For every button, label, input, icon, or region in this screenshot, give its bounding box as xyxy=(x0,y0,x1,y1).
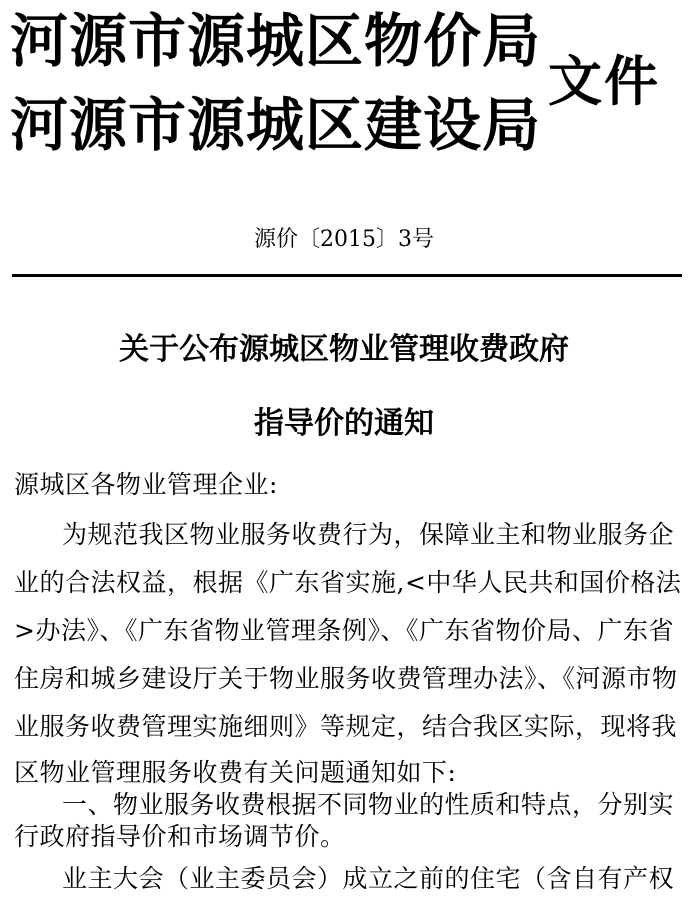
body-line: 住房和城乡建设厅关于物业服务收费管理办法》、《河源市物 xyxy=(14,664,678,693)
body-line: 业主大会（业主委员会）成立之前的住宅（含自有产权 xyxy=(62,864,675,893)
body-line: 行政府指导价和市场调节价。 xyxy=(14,822,346,851)
body-line: >办法》、《广东省物业管理条例》、《广东省物价局、广东省 xyxy=(14,616,674,645)
notice-title-line-2: 指导价的通知 xyxy=(254,406,434,441)
issuer-line-1: 河源市源城区物价局 xyxy=(10,7,542,75)
notice-title-line-1: 关于公布源城区物业管理收费政府 xyxy=(119,332,569,367)
document-number: 源价〔2015〕3号 xyxy=(254,227,434,252)
body-line: 一、物业服务收费根据不同物业的性质和特点，分别实 xyxy=(62,790,675,819)
body-line: 区物业管理服务收费有关问题通知如下: xyxy=(14,758,457,787)
document-type: 文件 xyxy=(548,50,660,113)
salutation: 源城区各物业管理企业: xyxy=(14,470,278,499)
body-line: 为规范我区物业服务收费行为，保障业主和物业服务企 xyxy=(62,520,675,549)
body-line: 业服务收费管理实施细则》等规定，结合我区实际，现将我 xyxy=(14,712,678,741)
header-divider xyxy=(12,274,682,277)
body-line: 业的合法权益，根据《广东省实施,<中华人民共和国价格法 xyxy=(14,568,682,597)
issuer-line-2: 河源市源城区建设局 xyxy=(10,91,542,159)
